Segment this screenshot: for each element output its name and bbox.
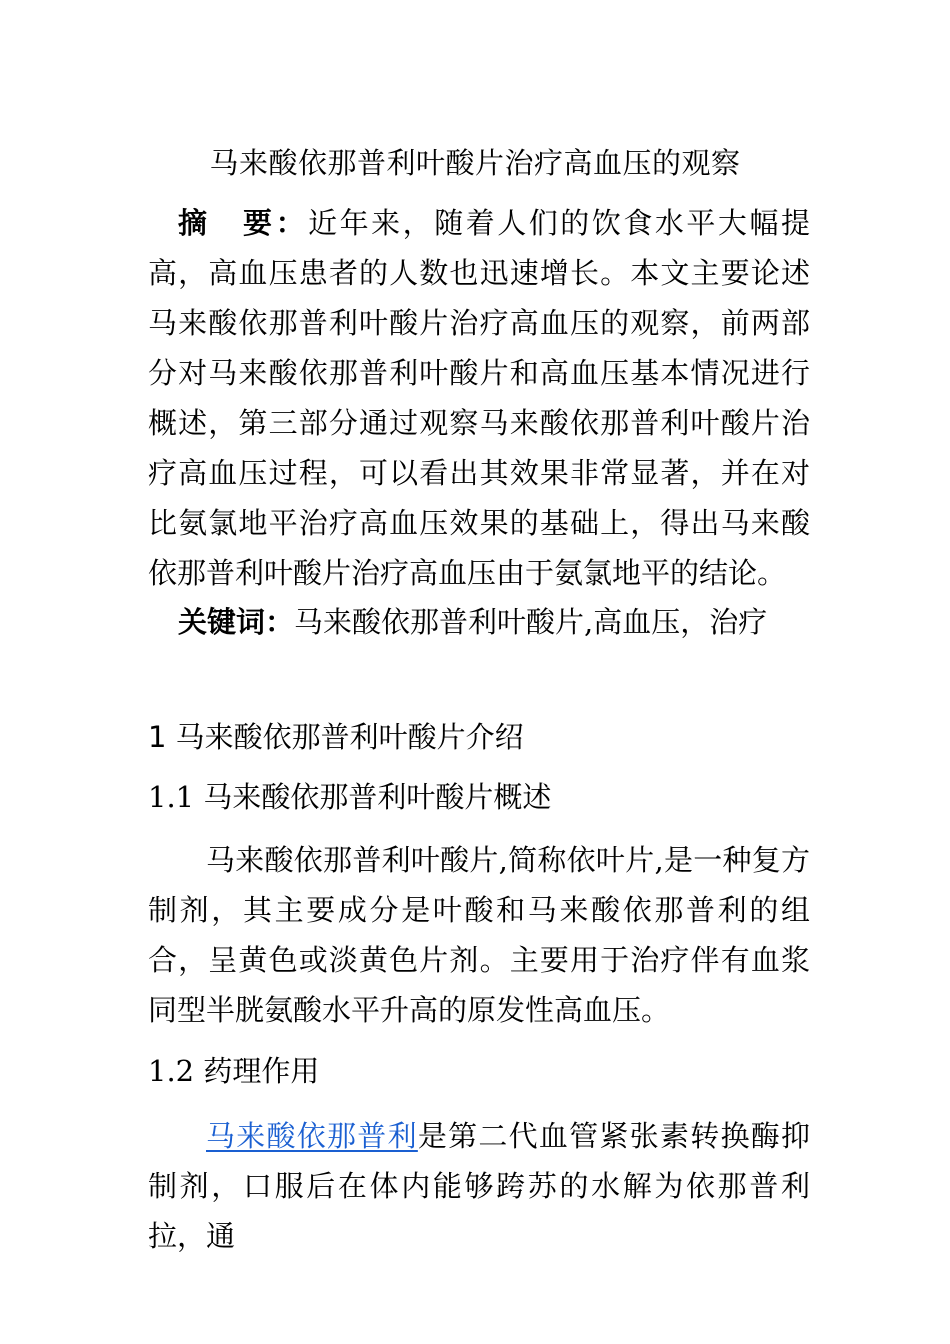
keywords-text: 马来酸依那普利叶酸片,高血压，治疗 — [294, 605, 768, 639]
enalapril-link[interactable]: 马来酸依那普利 — [206, 1119, 418, 1153]
abstract-label-part1: 摘 — [178, 206, 211, 240]
abstract-label-part2: 要： — [240, 206, 309, 240]
pharmacology-text: 是第二代血管紧张素转换酶抑制剂，口服后在体内能够跨苏的水解为依那普利拉，通 — [148, 1119, 810, 1253]
keywords-label: 关键词： — [178, 605, 295, 639]
abstract-paragraph — [148, 198, 810, 598]
section-heading-1: 1 马来酸依那普利叶酸片介绍 — [148, 720, 524, 754]
overview-paragraph: 马来酸依那普利叶酸片,简称依叶片,是一种复方制剂，其主要成分是叶酸和马来酸依那普利的组合，呈黄色或淡黄色片剂。主要用于治疗伴有血浆同型半胱氨酸水平升高的原发性高血压。 — [148, 843, 810, 1027]
subsection-heading-1-1: 1.1 马来酸依那普利叶酸片概述 — [148, 780, 552, 814]
document-title: 马来酸依那普利叶酸片治疗高血压的观察 — [209, 146, 741, 180]
pharmacology-paragraph — [148, 1111, 810, 1261]
keywords-line — [178, 600, 767, 644]
abstract-label — [178, 206, 308, 240]
abstract-text: 近年来，随着人们的饮食水平大幅提高，高血压患者的人数也迅速增长。本文主要论述马来酸依那普利叶酸片治疗高血压的观察，前两部分对马来酸依那普利叶酸片和高血压基本情况进行概述，第三部分通过观察马来酸依那普利叶酸片治疗高血压过程，可以看出其效果非常显著，并在对比氨氯地平治疗高血压效果的基础上，得出马来酸依那普利叶酸片治疗高血压由于氨氯地平的结论。 — [148, 206, 810, 590]
subsection-heading-1-2: 1.2 药理作用 — [148, 1054, 320, 1088]
